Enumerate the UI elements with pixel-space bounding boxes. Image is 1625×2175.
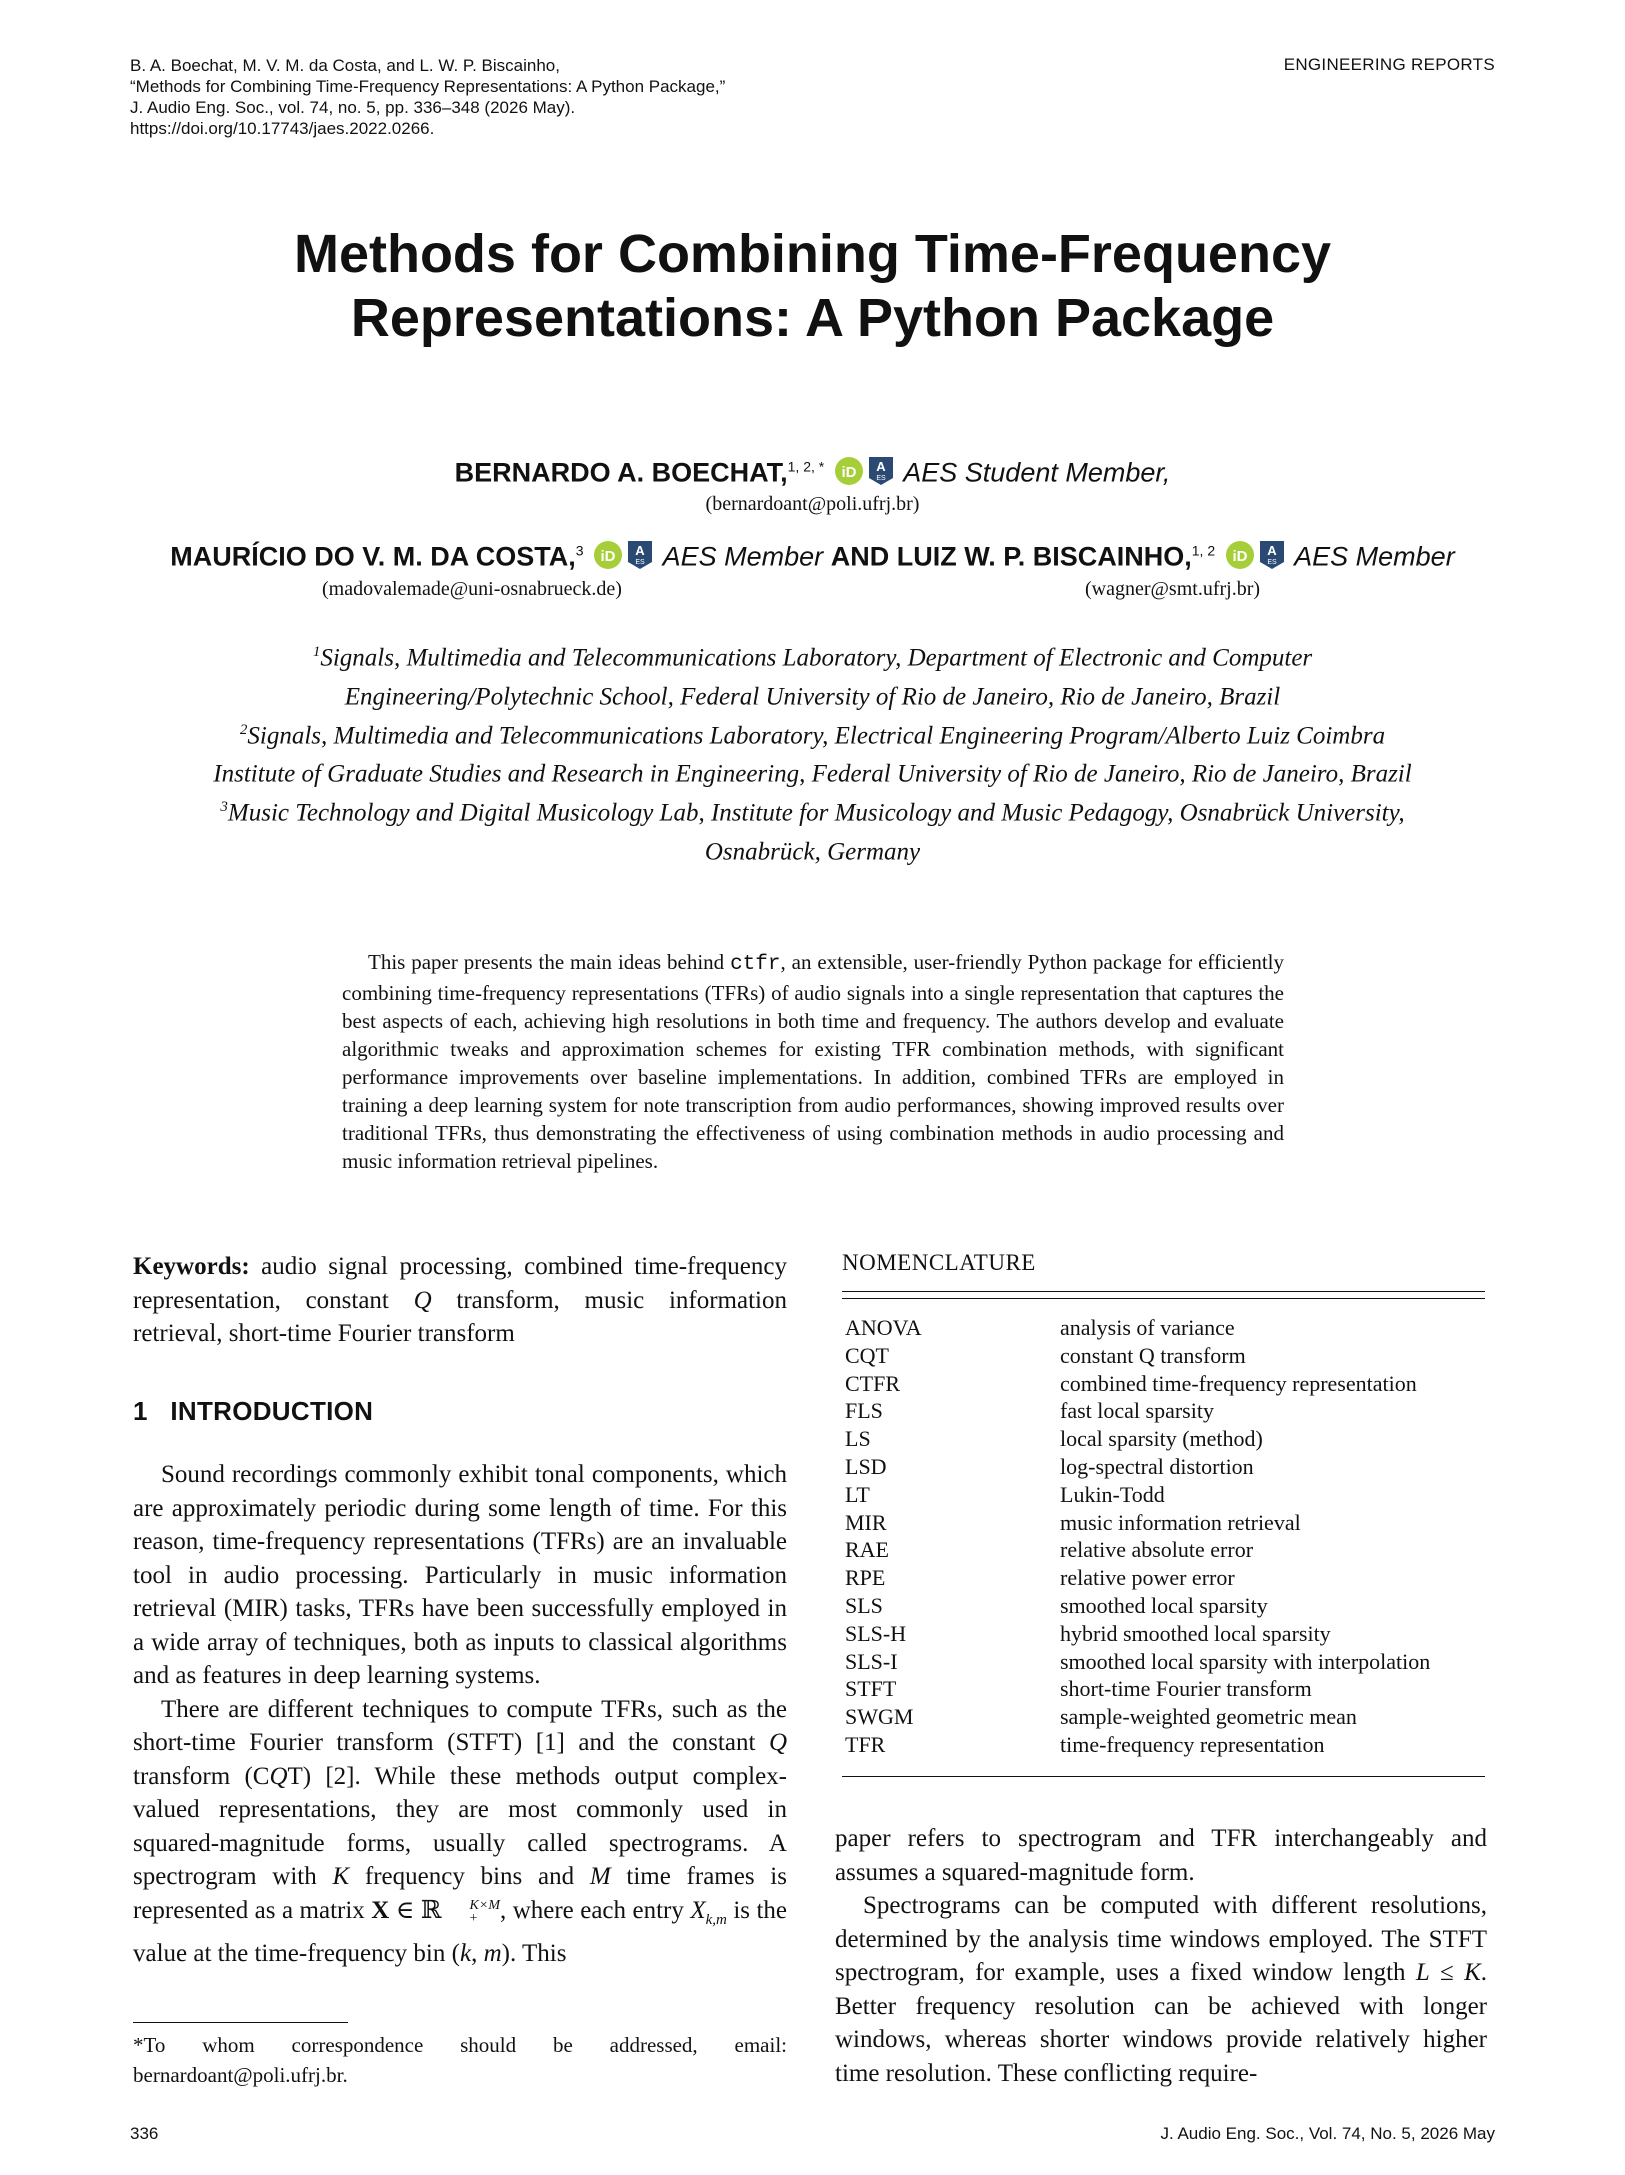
nomenclature-def: hybrid smoothed local sparsity <box>1060 1620 1331 1646</box>
nomenclature-row <box>845 1425 1430 1453</box>
table-rule <box>842 1298 1485 1299</box>
nomenclature-abbr: CTFR <box>845 1370 901 1396</box>
affiliation-line: Osnabrück, Germany <box>704 838 921 866</box>
title-line: Representations: A Python Package <box>350 288 1275 348</box>
nomenclature-abbr: TFR <box>845 1731 886 1757</box>
nomenclature-abbr: RPE <box>845 1565 886 1591</box>
paragraph: paper refers to spectrogram and TFR interchangeably and assumes a squared-magnitude form. <box>835 1825 1487 1886</box>
package-name: ctfr <box>730 953 781 976</box>
nomenclature-row <box>845 1314 1430 1342</box>
affiliation-line: Institute of Graduate Studies and Research in Engineering, Federal University of Rio de Janeiro, Rio de Janeiro, Brazil <box>213 760 1412 788</box>
citation-line: “Methods for Combining Time-Frequency Representations: A Python Package,” <box>130 77 726 96</box>
nomenclature-abbr: SLS-H <box>845 1620 907 1646</box>
nomenclature-def: relative power error <box>1060 1565 1235 1591</box>
paper-title <box>0 222 1625 350</box>
left-column <box>133 1250 787 1971</box>
nomenclature-row <box>845 1592 1430 1620</box>
nomenclature-row <box>845 1675 1430 1703</box>
paragraph: There are different techniques to compute TFRs, such as the short-time Fourier transform (STFT) [1] and the constant Q transform (CQT) [2]. While these methods output complex-valued representations, they are most commonly used in squared-magnitude forms, usually called spectrograms. A spectrogram with K frequency bins and M time frames is represented as a matrix X ∈ ℝ K×M + , where each entry $X_{k,m}$ is the value at the time-frequency bin (k, m). This <box>133 1695 788 1967</box>
orcid-icon[interactable] <box>834 456 864 493</box>
citation-line: J. Audio Eng. Soc., vol. 74, no. 5, pp. 336–348 (2026 May). <box>130 98 576 117</box>
nomenclature-abbr: SWGM <box>845 1704 914 1730</box>
nomenclature-row <box>845 1481 1430 1509</box>
affiliation-line: $^1$Signals, Multimedia and Telecommunications Laboratory, Department of Electronic and Computer <box>312 644 1313 672</box>
affiliation-line: $^2$Signals, Multimedia and Telecommunications Laboratory, Electrical Engineering Program/Alberto Luiz Coimbra <box>239 721 1386 749</box>
author-sup: 1, 2 <box>1191 542 1216 559</box>
nomenclature-row <box>845 1703 1430 1731</box>
aes-icon[interactable] <box>627 540 653 577</box>
footnote-rule <box>133 2022 348 2023</box>
nomenclature-def: time-frequency representation <box>1060 1731 1325 1757</box>
svg-text:A: A <box>635 543 645 558</box>
orcid-icon[interactable] <box>1225 540 1255 577</box>
svg-text:iD: iD <box>841 464 857 481</box>
citation-block <box>130 55 1030 139</box>
title-line: Methods for Combining Time-Frequency <box>293 224 1332 284</box>
nomenclature-abbr: FLS <box>845 1398 883 1424</box>
nomenclature-def: relative absolute error <box>1060 1537 1254 1563</box>
nomenclature-abbr: MIR <box>845 1509 887 1535</box>
footnote: *To whom correspondence should be addressed, email: bernardoant@poli.ufrj.br. <box>133 2033 787 2087</box>
nomenclature-def: fast local sparsity <box>1060 1398 1214 1424</box>
section-label: ENGINEERING REPORTS <box>1283 55 1495 74</box>
journal-footer: J. Audio Eng. Soc., Vol. 74, No. 5, 2026 May <box>1160 2124 1495 2143</box>
svg-text:A: A <box>876 459 886 474</box>
author-email: (wagner@smt.ufrj.br) <box>1085 578 1261 600</box>
nomenclature-row <box>845 1731 1430 1759</box>
nomenclature-abbr: LSD <box>845 1453 887 1479</box>
nomenclature-def: sample-weighted geometric mean <box>1060 1704 1357 1730</box>
nomenclature-def: constant Q transform <box>1060 1342 1246 1368</box>
nomenclature-row <box>845 1509 1430 1537</box>
table-rule <box>842 1291 1485 1292</box>
svg-text:ES: ES <box>635 559 645 566</box>
nomenclature-row <box>845 1370 1430 1398</box>
doi-link[interactable]: https://doi.org/10.17743/jaes.2022.0266. <box>130 119 435 138</box>
paragraph: Spectrograms can be computed with different resolutions, determined by the analysis time windows employed. The STFT spectrogram, for example, uses a fixed window length L ≤ K. Better frequency resolution can be achieved with longer windows, whereas shorter windows provide relatively higher time resolution. These conflicting require- <box>835 1892 1487 2087</box>
nomenclature-table <box>845 1314 1430 1759</box>
nomenclature-abbr: LS <box>845 1426 871 1452</box>
author-name: LUIZ W. P. BISCAINHO, <box>896 541 1192 572</box>
author-email: (madovalemade@uni-osnabrueck.de) <box>322 578 622 600</box>
nomenclature-row <box>845 1564 1430 1592</box>
nomenclature-abbr: CQT <box>845 1342 889 1368</box>
section-heading: 1 INTRODUCTION <box>133 1395 374 1426</box>
svg-text:A: A <box>1266 543 1277 558</box>
nomenclature-row <box>845 1536 1430 1564</box>
affiliation-line: $^3$Music Technology and Digital Musicology Lab, Institute for Musicology and Music Pedagogy, Osnabrück University, <box>220 799 1405 827</box>
author-line-1 <box>0 456 1625 493</box>
author-conjunction: AND <box>830 541 890 572</box>
orcid-icon[interactable] <box>593 540 623 577</box>
nomenclature-def: smoothed local sparsity with interpolation <box>1060 1648 1431 1674</box>
nomenclature-abbr: RAE <box>845 1537 889 1563</box>
paragraph: Sound recordings commonly exhibit tonal components, which are approximately periodic during some length of time. For this reason, time-frequency representations (TFRs) are an invaluable tool in audio processing. Particularly in music information retrieval (MIR) tasks, TFRs have been successfully employed in a wide array of techniques, both as inputs to classical algorithms and as features in deep learning systems. <box>133 1461 787 1689</box>
svg-text:ES: ES <box>1266 559 1277 566</box>
nomenclature-def: analysis of variance <box>1060 1315 1235 1340</box>
nomenclature-def: local sparsity (method) <box>1060 1426 1263 1452</box>
nomenclature-row <box>845 1342 1430 1370</box>
author-email: (bernardoant@poli.ufrj.br) <box>705 493 920 515</box>
membership: AES Student Member, <box>903 457 1171 488</box>
nomenclature-def: music information retrieval <box>1060 1509 1301 1535</box>
aes-icon[interactable] <box>868 456 894 493</box>
affiliation-line: Engineering/Polytechnic School, Federal University of Rio de Janeiro, Rio de Janeiro, Brazil <box>344 683 1281 711</box>
author-line-2 <box>0 540 1625 577</box>
nomenclature-abbr: STFT <box>845 1676 897 1702</box>
svg-text:iD: iD <box>1232 548 1248 565</box>
nomenclature-def: smoothed local sparsity <box>1060 1592 1268 1618</box>
svg-text:ES: ES <box>876 475 886 482</box>
author-sup: 1, 2, * <box>787 458 825 475</box>
nomenclature-row <box>845 1620 1430 1648</box>
page-number: 336 <box>130 2124 159 2143</box>
nomenclature-abbr: SLS <box>845 1592 883 1618</box>
nomenclature-row <box>845 1453 1430 1481</box>
author-sup: 3 <box>575 542 584 559</box>
svg-text:iD: iD <box>600 548 616 565</box>
abstract: This paper presents the main ideas behind ctfr, an extensible, user-friendly Python package for efficiently combining time-frequency representations (TFRs) of audio signals into a single representation that captures the best aspects of each, achieving high resolutions in both time and frequency. The authors develop and evaluate algorithmic tweaks and approximation schemes for existing TFR combination methods, with significant performance improvements over baseline implementations. In addition, combined TFRs are employed in training a deep learning system for note transcription from audio performances, showing improved results over traditional TFRs, thus demonstrating the effectiveness of using combination methods in audio processing and music information retrieval pipelines. <box>342 950 1284 1173</box>
nomenclature-def: Lukin-Todd <box>1060 1481 1165 1507</box>
author-name: BERNARDO A. BOECHAT, <box>454 457 788 488</box>
nomenclature-abbr: SLS-I <box>845 1648 898 1674</box>
nomenclature-def: log-spectral distortion <box>1060 1453 1254 1479</box>
right-column <box>835 1822 1487 2090</box>
affiliations <box>0 636 1625 869</box>
aes-icon[interactable] <box>1259 540 1285 577</box>
nomenclature-title: NOMENCLATURE <box>842 1250 1036 1275</box>
nomenclature-row <box>845 1397 1430 1425</box>
membership: AES Member <box>1294 541 1455 572</box>
nomenclature-abbr: ANOVA <box>845 1315 922 1340</box>
nomenclature-def: short-time Fourier transform <box>1060 1676 1312 1702</box>
nomenclature-def: combined time-frequency representation <box>1060 1370 1417 1396</box>
nomenclature-row <box>845 1648 1430 1676</box>
membership: AES Member <box>662 541 824 572</box>
citation-line: B. A. Boechat, M. V. M. da Costa, and L. W. P. Biscainho, <box>130 56 560 75</box>
table-rule <box>842 1776 1485 1777</box>
keywords: Keywords: audio signal processing, combined time-frequency representation, constant Q transform, music information retrieval, short-time Fourier transform <box>133 1253 787 1347</box>
author-name: MAURÍCIO DO V. M. DA COSTA, <box>170 541 576 572</box>
nomenclature-abbr: LT <box>845 1481 870 1507</box>
